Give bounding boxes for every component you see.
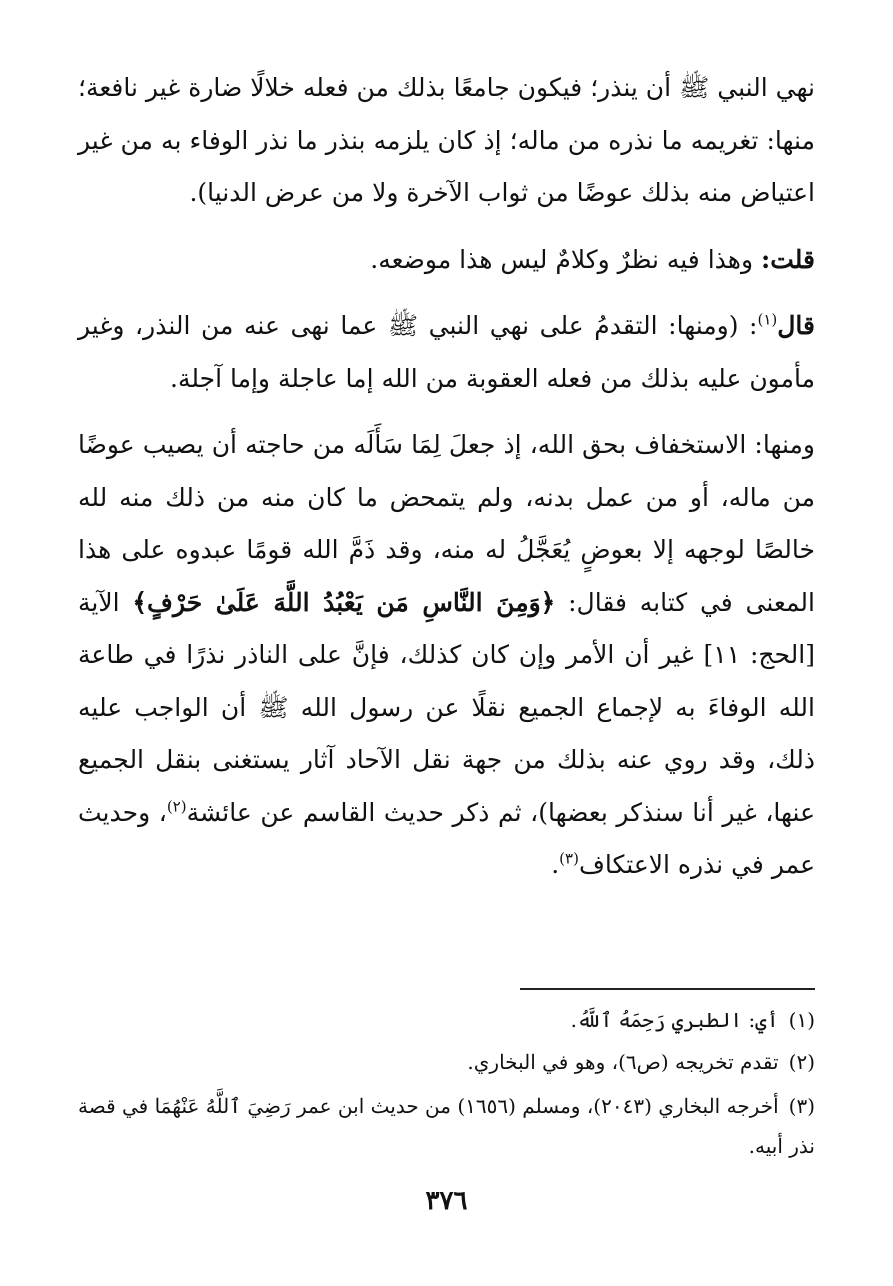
footnote-text: أي: الطبري رَحِمَهُ ٱللَّهُ.: [570, 1008, 779, 1032]
footnote-1: [78, 1000, 815, 1040]
paragraph-1: نهي النبي ﷺ أن ينذر؛ فيكون جامعًا بذلك من فعله خلالًا ضارة غير نافعة؛ منها: تغريمه ما نذره من ماله؛ إذ كان يلزمه بنذر ما نذر الوفاء به من غير اعتياض منه بذلك عوضًا من ثواب الآخرة ولا من عرض الدنيا).: [78, 73, 815, 207]
paragraph-4-mid: ، وحديث عمر في نذره الاعتكاف: [78, 797, 815, 879]
footnote-text: تقدم تخريجه (ص٦)، وهو في البخاري.: [467, 1050, 779, 1074]
paragraph-3: [78, 300, 815, 405]
page-number: ٣٧٦: [425, 1186, 468, 1216]
paragraph-2: [78, 234, 815, 287]
footnote-number: (٢): [788, 1050, 815, 1074]
paragraph-2-lead: قلت:: [760, 244, 815, 274]
footnote-number: (٣): [788, 1094, 816, 1118]
paragraph-4-after: الآية [الحج: ١١] غير أن الأمر وإن كان كذلك، فإنَّ على الناذر نذرًا في طاعة الله الوفاءَ به لإجماع الجميع نقلًا عن رسول الله ﷺ أن الواجب عليه ذلك، وقد روي عنه بذلك من جهة نقل الآحاد آثار يستغنى بنقل الجميع عنها، غير أنا سنذكر بعضها)، ثم ذكر حديث القاسم عن عائشة: [78, 587, 816, 827]
paragraph-2-text: وهذا فيه نظرٌ وكلامٌ ليس هذا موضعه.: [370, 244, 761, 274]
footnote-number: (١): [788, 1008, 815, 1032]
footnote-3: [78, 1086, 815, 1166]
footnote-divider: [520, 988, 815, 990]
footnote-2: [78, 1042, 815, 1082]
paragraph-4-end: .: [551, 850, 560, 879]
paragraph-3-text: : (ومنها: التقدمُ على نهي النبي ﷺ عما نهى عنه من النذر، وغير مأمون عليه بذلك من فعله العقوبة من الله إما عاجلة وإما آجلة.: [78, 311, 815, 393]
quran-verse: ﴿وَمِنَ النَّاسِ مَن يَعْبُدُ اللَّهَ عَلَىٰ حَرْفٍ﴾: [132, 587, 556, 617]
footnote-ref-2[interactable]: (٢): [166, 797, 187, 816]
paragraph-4-before: ومنها: الاستخفاف بحق الله، إذ جعلَ لِمَا سَأَلَه من حاجته أن يصيب عوضًا من ماله، أو من عمل بدنه، ولم يتمحض ما كان منه من ذلك منه لله خالصًا لوجهه إلا بعوضٍ يُعَجَّلُ له منه، وقد ذَمَّ الله قومًا عبدوه على هذا المعنى في كتابه فقال:: [78, 430, 815, 617]
footnote-text: أخرجه البخاري (٢٠٤٣)، ومسلم (١٦٥٦) من حديث ابن عمر رَضِيَ ٱللَّهُ عَنْهُمَا في قصة نذر أبيه.: [78, 1094, 815, 1158]
paragraph-4: [78, 419, 815, 892]
paragraph-3-lead: قال: [777, 311, 815, 340]
main-text: [78, 62, 815, 892]
footnote-ref-3[interactable]: (٣): [559, 849, 579, 868]
footnote-ref-1[interactable]: (١): [757, 310, 778, 329]
